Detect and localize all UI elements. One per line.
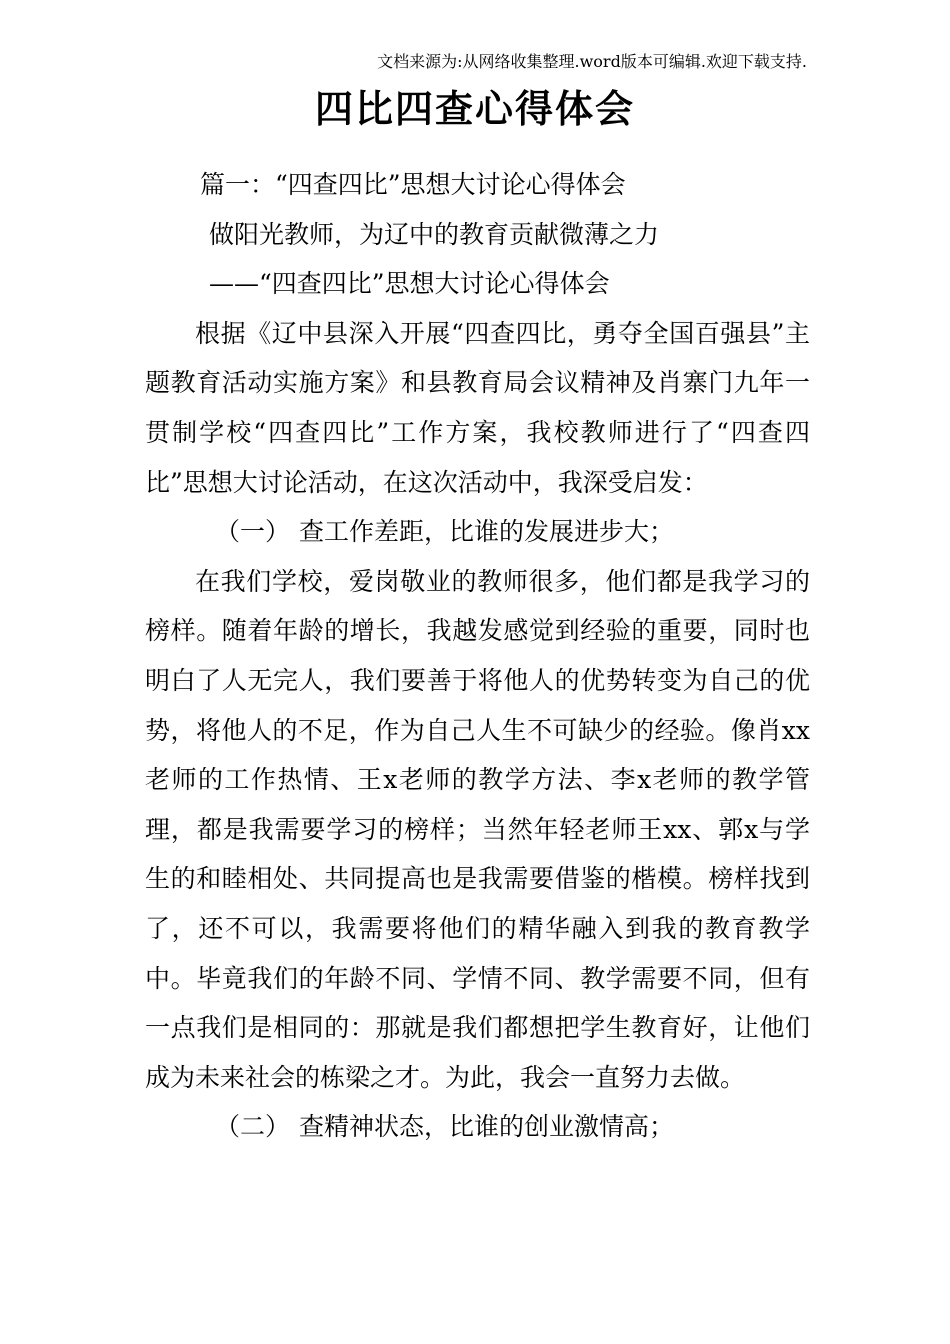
intro-paragraph: 根据《辽中县深入开展“四查四比，勇夺全国百强县”主题教育活动实施方案》和县教育局会议精神及肖寨门九年一贯制学校“四查四比”工作方案，我校教师进行了“四查四比”思想大讨论活动，在这次活动中，我深受启发： (145, 318, 810, 497)
section-paragraph-1: 在我们学校，爱岗敬业的教师很多，他们都是我学习的榜样。随着年龄的增长，我越发感觉到经验的重要，同时也明白了人无完人，我们要善于将他人的优势转变为自己的优势，将他人的不足，作为自己人生不可缺少的经验。像肖xx老师的工作热情、王x老师的教学方法、李x老师的教学管理，都是我需要学习的榜样；当然年轻老师王xx、郭x与学生的和睦相处、共同提高也是我需要借鉴的楷模。榜样找到了，还不可以，我需要将他们的精华融入到我的教育教学中。毕竟我们的年龄不同、学情不同、教学需要不同，但有一点我们是相同的：那就是我们都想把学生教育好，让他们成为未来社会的栋梁之才。为此，我会一直努力去做。 (145, 566, 810, 1092)
header-note: 文档来源为:从网络收集整理.word版本可编辑.欢迎下载支持. (377, 52, 807, 71)
document-body (145, 160, 810, 1152)
subheading-main-title: 做阳光教师，为辽中的教育贡献微薄之力 (209, 219, 660, 249)
section-heading-text-1: 查工作差距，比谁的发展进步大； (299, 517, 675, 547)
subheading-dash-title: ——“四查四比”思想大讨论心得体会 (209, 269, 610, 299)
section-number-1: （一） (215, 517, 291, 547)
document-title: 四比四查心得体会 (314, 86, 635, 131)
section-heading-text-2: 查精神状态，比谁的创业激情高； (299, 1112, 675, 1142)
subheading-article-label: 篇一：“四查四比”思想大讨论心得体会 (200, 170, 626, 199)
section-heading-2 (145, 1102, 810, 1152)
section-number-2: （二） (215, 1112, 291, 1142)
section-heading-1 (145, 507, 810, 557)
